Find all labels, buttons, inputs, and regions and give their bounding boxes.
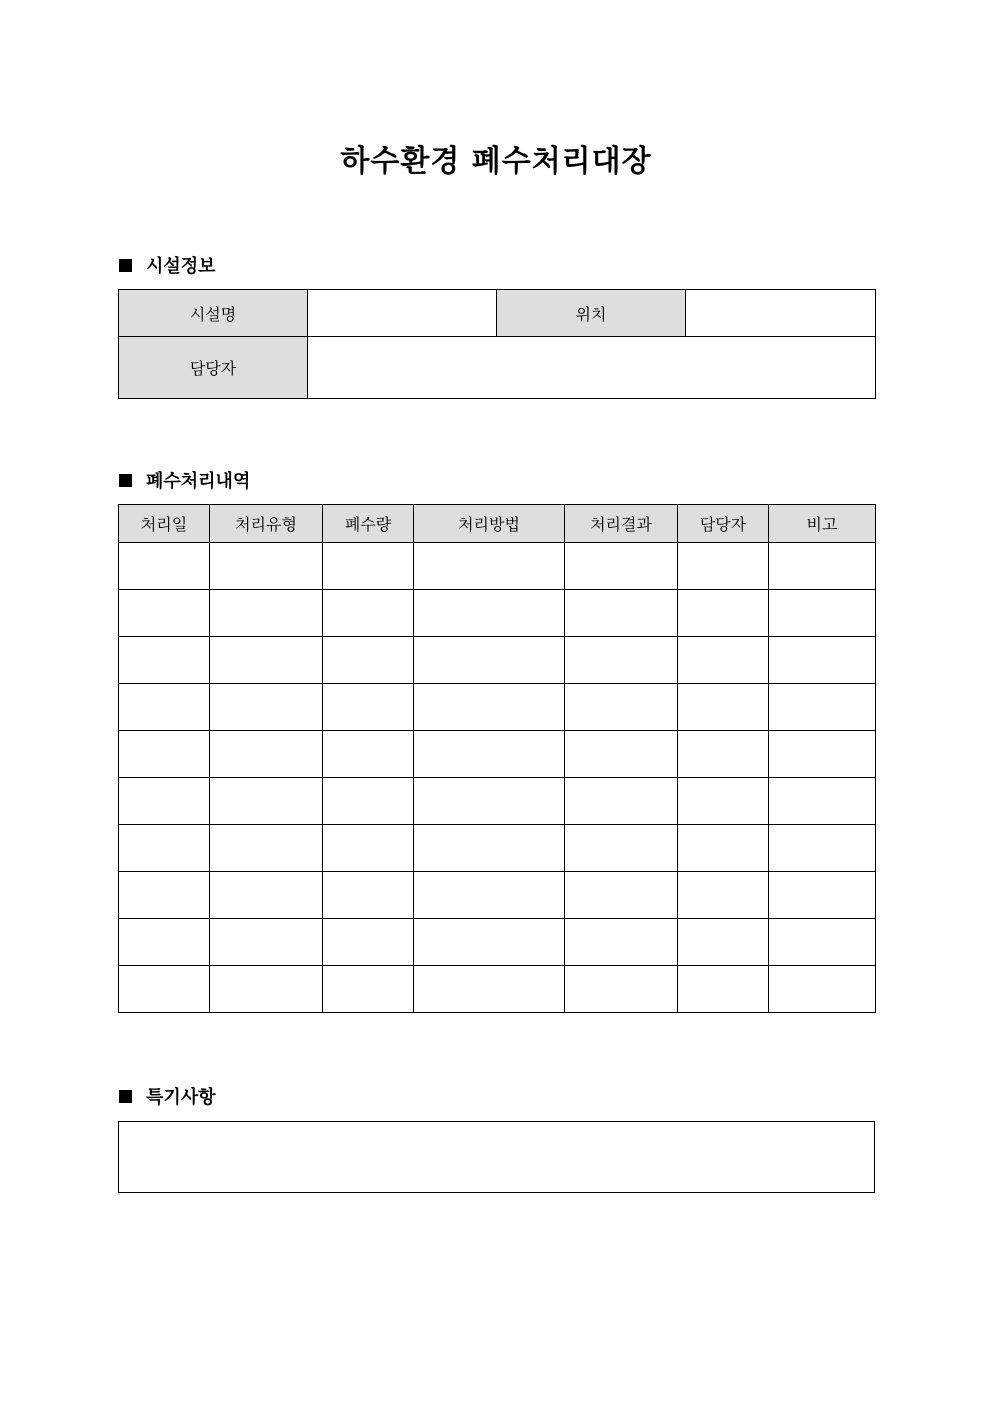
cell-volume[interactable]: [323, 590, 414, 637]
cell-type[interactable]: [210, 966, 323, 1013]
facility-name-field[interactable]: [308, 290, 497, 337]
cell-volume[interactable]: [323, 684, 414, 731]
records-section-heading: [119, 468, 250, 492]
cell-method[interactable]: [414, 825, 565, 872]
cell-result[interactable]: [565, 872, 678, 919]
cell-result[interactable]: [565, 731, 678, 778]
cell-date[interactable]: [119, 684, 210, 731]
cell-date[interactable]: [119, 543, 210, 590]
cell-manager[interactable]: [678, 825, 769, 872]
cell-method[interactable]: [414, 590, 565, 637]
table-row: [119, 731, 876, 778]
cell-method[interactable]: [414, 919, 565, 966]
table-row: [119, 590, 876, 637]
table-row: [119, 919, 876, 966]
cell-method[interactable]: [414, 731, 565, 778]
facility-info-table: [118, 289, 876, 399]
records-table: [118, 504, 876, 1013]
cell-result[interactable]: [565, 778, 678, 825]
table-row: [119, 825, 876, 872]
cell-date[interactable]: [119, 778, 210, 825]
facility-section-heading-text: 시설정보: [146, 256, 216, 277]
cell-manager[interactable]: [678, 966, 769, 1013]
cell-result[interactable]: [565, 684, 678, 731]
notes-section-heading-text: 특기사항: [146, 1087, 216, 1108]
cell-method[interactable]: [414, 684, 565, 731]
table-row: [119, 966, 876, 1013]
notes-field[interactable]: [118, 1121, 875, 1193]
cell-result[interactable]: [565, 590, 678, 637]
column-header-type: 처리유형: [210, 505, 323, 543]
cell-method[interactable]: [414, 637, 565, 684]
cell-remarks[interactable]: [769, 825, 876, 872]
column-header-result: 처리결과: [565, 505, 678, 543]
cell-volume[interactable]: [323, 919, 414, 966]
square-bullet-icon: [119, 474, 132, 487]
cell-result[interactable]: [565, 543, 678, 590]
records-body: [119, 543, 876, 1013]
square-bullet-icon: [119, 1090, 132, 1103]
records-header-row: [119, 505, 876, 543]
cell-volume[interactable]: [323, 825, 414, 872]
column-header-manager: 담당자: [678, 505, 769, 543]
table-row: [119, 684, 876, 731]
cell-remarks[interactable]: [769, 637, 876, 684]
cell-date[interactable]: [119, 872, 210, 919]
cell-method[interactable]: [414, 543, 565, 590]
cell-manager[interactable]: [678, 637, 769, 684]
cell-manager[interactable]: [678, 778, 769, 825]
cell-manager[interactable]: [678, 684, 769, 731]
cell-date[interactable]: [119, 731, 210, 778]
cell-type[interactable]: [210, 825, 323, 872]
table-row: [119, 543, 876, 590]
facility-name-label: 시설명: [119, 290, 308, 337]
table-row: [119, 637, 876, 684]
cell-volume[interactable]: [323, 731, 414, 778]
cell-remarks[interactable]: [769, 731, 876, 778]
cell-remarks[interactable]: [769, 872, 876, 919]
location-field[interactable]: [686, 290, 876, 337]
cell-type[interactable]: [210, 637, 323, 684]
cell-manager[interactable]: [678, 872, 769, 919]
cell-remarks[interactable]: [769, 778, 876, 825]
cell-manager[interactable]: [678, 590, 769, 637]
cell-remarks[interactable]: [769, 966, 876, 1013]
cell-volume[interactable]: [323, 872, 414, 919]
cell-type[interactable]: [210, 872, 323, 919]
cell-date[interactable]: [119, 825, 210, 872]
facility-section-heading: [119, 253, 216, 277]
square-bullet-icon: [119, 259, 132, 272]
column-header-method: 처리방법: [414, 505, 565, 543]
cell-method[interactable]: [414, 872, 565, 919]
cell-volume[interactable]: [323, 966, 414, 1013]
page-title: 하수환경 폐수처리대장: [340, 144, 652, 179]
cell-volume[interactable]: [323, 778, 414, 825]
column-header-date: 처리일: [119, 505, 210, 543]
cell-date[interactable]: [119, 919, 210, 966]
cell-result[interactable]: [565, 966, 678, 1013]
cell-manager[interactable]: [678, 731, 769, 778]
cell-volume[interactable]: [323, 637, 414, 684]
table-row: [119, 872, 876, 919]
cell-remarks[interactable]: [769, 684, 876, 731]
cell-type[interactable]: [210, 684, 323, 731]
column-header-volume: 폐수량: [323, 505, 414, 543]
cell-type[interactable]: [210, 543, 323, 590]
manager-field[interactable]: [308, 337, 876, 399]
cell-type[interactable]: [210, 919, 323, 966]
cell-type[interactable]: [210, 590, 323, 637]
manager-label: 담당자: [119, 337, 308, 399]
records-section-heading-text: 폐수처리내역: [146, 471, 251, 492]
cell-remarks[interactable]: [769, 919, 876, 966]
cell-result[interactable]: [565, 919, 678, 966]
cell-manager[interactable]: [678, 543, 769, 590]
notes-section-heading: [119, 1084, 216, 1108]
cell-remarks[interactable]: [769, 590, 876, 637]
cell-date[interactable]: [119, 637, 210, 684]
cell-date[interactable]: [119, 590, 210, 637]
cell-type[interactable]: [210, 778, 323, 825]
location-label: 위치: [497, 290, 686, 337]
table-row: [119, 778, 876, 825]
cell-method[interactable]: [414, 966, 565, 1013]
cell-method[interactable]: [414, 778, 565, 825]
cell-result[interactable]: [565, 825, 678, 872]
cell-remarks[interactable]: [769, 543, 876, 590]
cell-manager[interactable]: [678, 919, 769, 966]
cell-volume[interactable]: [323, 543, 414, 590]
column-header-remarks: 비고: [769, 505, 876, 543]
cell-type[interactable]: [210, 731, 323, 778]
cell-result[interactable]: [565, 637, 678, 684]
cell-date[interactable]: [119, 966, 210, 1013]
